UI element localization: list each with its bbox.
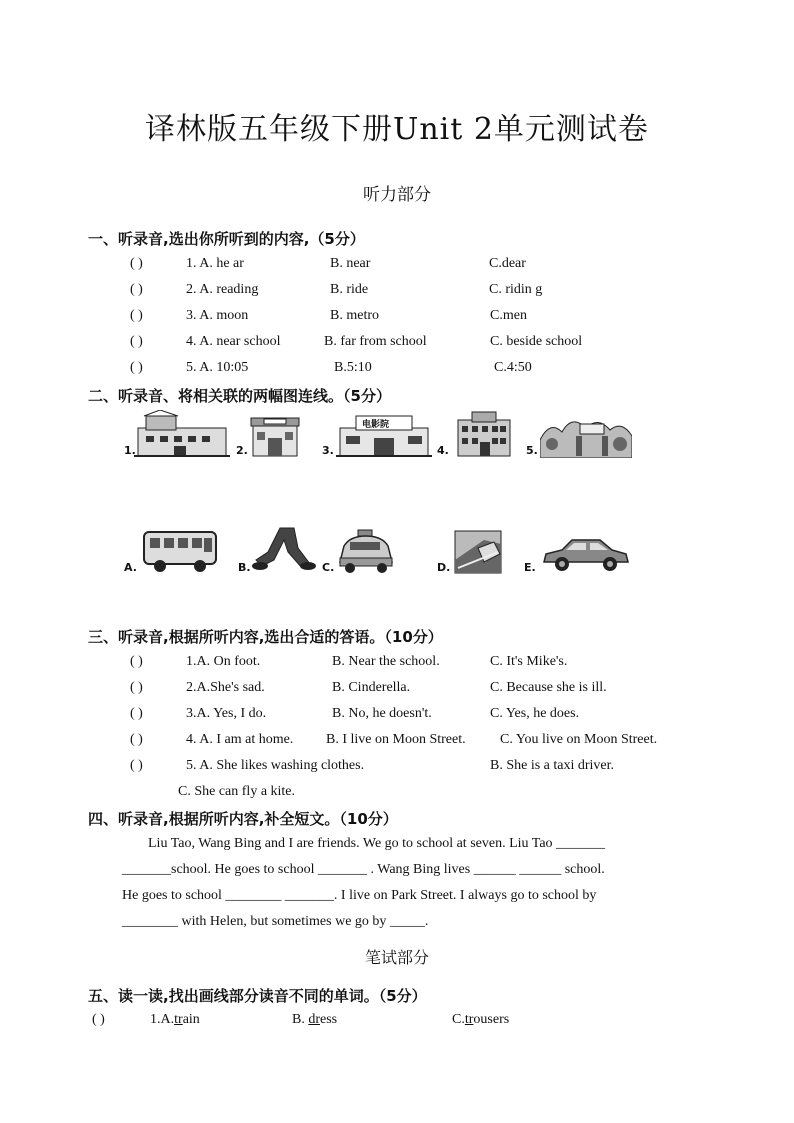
q3-option-c: C. It's Mike's. <box>490 654 568 669</box>
q1-option-b: B.5:10 <box>334 360 372 375</box>
q1-option-c: C.4:50 <box>494 360 532 375</box>
park-gate-icon <box>540 414 632 458</box>
building-4-icon <box>452 410 516 458</box>
q5-option-c <box>452 1012 509 1028</box>
q1-option-a: 3. A. moon <box>186 308 249 323</box>
q5-c-prefix: C. <box>452 1012 465 1027</box>
q1-option-b: B. ride <box>330 282 369 297</box>
section-4-heading: 四、听录音,根据所听内容,补全短文。（10分） <box>88 810 398 828</box>
cloze-passage <box>122 831 704 935</box>
car-icon <box>540 534 630 574</box>
q5-b-prefix: B. <box>292 1012 309 1027</box>
section-1-heading: 一、听录音,选出你所听到的内容,（5分） <box>88 230 365 248</box>
q1-answer-bracket[interactable]: ( ) <box>130 308 143 323</box>
q5-number: 1.A. <box>150 1012 175 1027</box>
q1-option-a: 5. A. 10:05 <box>186 360 249 375</box>
section-2-heading: 二、听录音、将相关联的两幅图连线。（5分） <box>88 387 391 405</box>
pic-label-5: 5. <box>526 444 538 457</box>
q1-option-a: 2. A. reading <box>186 282 259 297</box>
q1-option-a: 1. A. he ar <box>186 256 244 271</box>
q3-answer-bracket[interactable]: ( ) <box>130 654 143 669</box>
q1-option-c: C. ridin g <box>489 282 543 297</box>
section-5-heading: 五、读一读,找出画线部分读音不同的单词。（5分） <box>88 987 427 1005</box>
q3-option-a: 5. A. She likes washing clothes. <box>186 758 365 773</box>
q5-a-rest: ain <box>182 1012 200 1027</box>
q5-c-underlined: tr <box>464 1012 474 1027</box>
walking-legs-icon <box>250 526 316 574</box>
q3-option-b: B. I live on Moon Street. <box>326 732 466 747</box>
cloze-line-1: Liu Tao, Wang Bing and I are friends. We go to school at seven. Liu Tao _______ <box>148 836 606 851</box>
q1-answer-bracket[interactable]: ( ) <box>130 334 143 349</box>
pic-label-a: A. <box>124 561 137 574</box>
building-2-icon <box>250 414 300 458</box>
writing-heading: 笔试部分 <box>364 948 429 967</box>
pic-label-e: E. <box>524 561 536 574</box>
q1-option-a: 4. A. near school <box>186 334 281 349</box>
q3-option-c: C. Yes, he does. <box>490 706 580 721</box>
q5-b-underlined: dr <box>308 1012 321 1027</box>
q3-option-b: B. Near the school. <box>332 654 440 669</box>
q3-option-b: B. No, he doesn't. <box>332 706 432 721</box>
pic-label-d: D. <box>437 561 451 574</box>
q1-option-c: C.dear <box>489 256 526 271</box>
q3-option-a: 1.A. On foot. <box>186 654 261 669</box>
pic-label-3: 3. <box>322 444 334 457</box>
taxi-icon <box>336 528 396 574</box>
q1-answer-bracket[interactable]: ( ) <box>130 256 143 271</box>
cloze-line-4: ________ with Helen, but sometimes we go by _____. <box>122 914 429 929</box>
q5-option-b <box>292 1012 337 1028</box>
q3-option-a: 2.A.She's sad. <box>186 680 265 695</box>
q3-option-a: 4. A. I am at home. <box>186 732 294 747</box>
q1-answer-bracket[interactable]: ( ) <box>130 360 143 375</box>
q5-option-a <box>150 1012 200 1028</box>
q1-answer-bracket[interactable]: ( ) <box>130 282 143 297</box>
listening-heading: 听力部分 <box>363 185 431 205</box>
q5-c-rest: ousers <box>473 1012 510 1027</box>
q5-bracket[interactable]: ( ) <box>92 1012 105 1027</box>
q1-option-c: C. beside school <box>490 334 583 349</box>
q1-option-b: B. near <box>330 256 371 271</box>
q3-answer-bracket[interactable]: ( ) <box>130 680 143 695</box>
pic-label-b: B. <box>238 561 251 574</box>
q3-option-b: B. She is a taxi driver. <box>490 758 615 773</box>
cloze-line-3: He goes to school ________ _______. I live on Park Street. I always go to school by <box>122 888 597 903</box>
pic-label-c: C. <box>322 561 335 574</box>
q3-answer-bracket[interactable]: ( ) <box>130 732 143 747</box>
q3-option-a: 3.A. Yes, I do. <box>186 706 267 721</box>
q3-option-c: C. You live on Moon Street. <box>500 732 658 747</box>
q1-option-b: B. metro <box>330 308 379 323</box>
metro-icon <box>454 530 502 574</box>
q3-answer-bracket[interactable]: ( ) <box>130 706 143 721</box>
q1-option-c: C.men <box>490 308 527 323</box>
q5-a-underlined: tr <box>174 1012 183 1027</box>
pic-label-4: 4. <box>437 444 449 457</box>
pic-label-1: 1. <box>124 444 136 457</box>
pic-label-2: 2. <box>236 444 248 457</box>
bus-icon <box>140 526 220 574</box>
cloze-line-2: _______school. He goes to school _______ . Wang Bing lives ______ ______ school. <box>122 862 605 877</box>
q5-b-rest: ess <box>320 1012 338 1027</box>
q1-option-b: B. far from school <box>324 334 427 349</box>
cinema-sign: 电影院 <box>362 420 390 430</box>
q3-answer-bracket[interactable]: ( ) <box>130 758 143 773</box>
building-1-icon <box>134 410 230 458</box>
q3-option-c: C. Because she is ill. <box>490 680 607 695</box>
section-3-heading: 三、听录音,根据所听内容,选出合适的答语。（10分） <box>88 628 443 646</box>
page-title: 译林版五年级下册Unit 2单元测试卷 <box>145 112 649 147</box>
q3-option-c: C. She can fly a kite. <box>178 784 296 799</box>
q3-option-b: B. Cinderella. <box>332 680 411 695</box>
